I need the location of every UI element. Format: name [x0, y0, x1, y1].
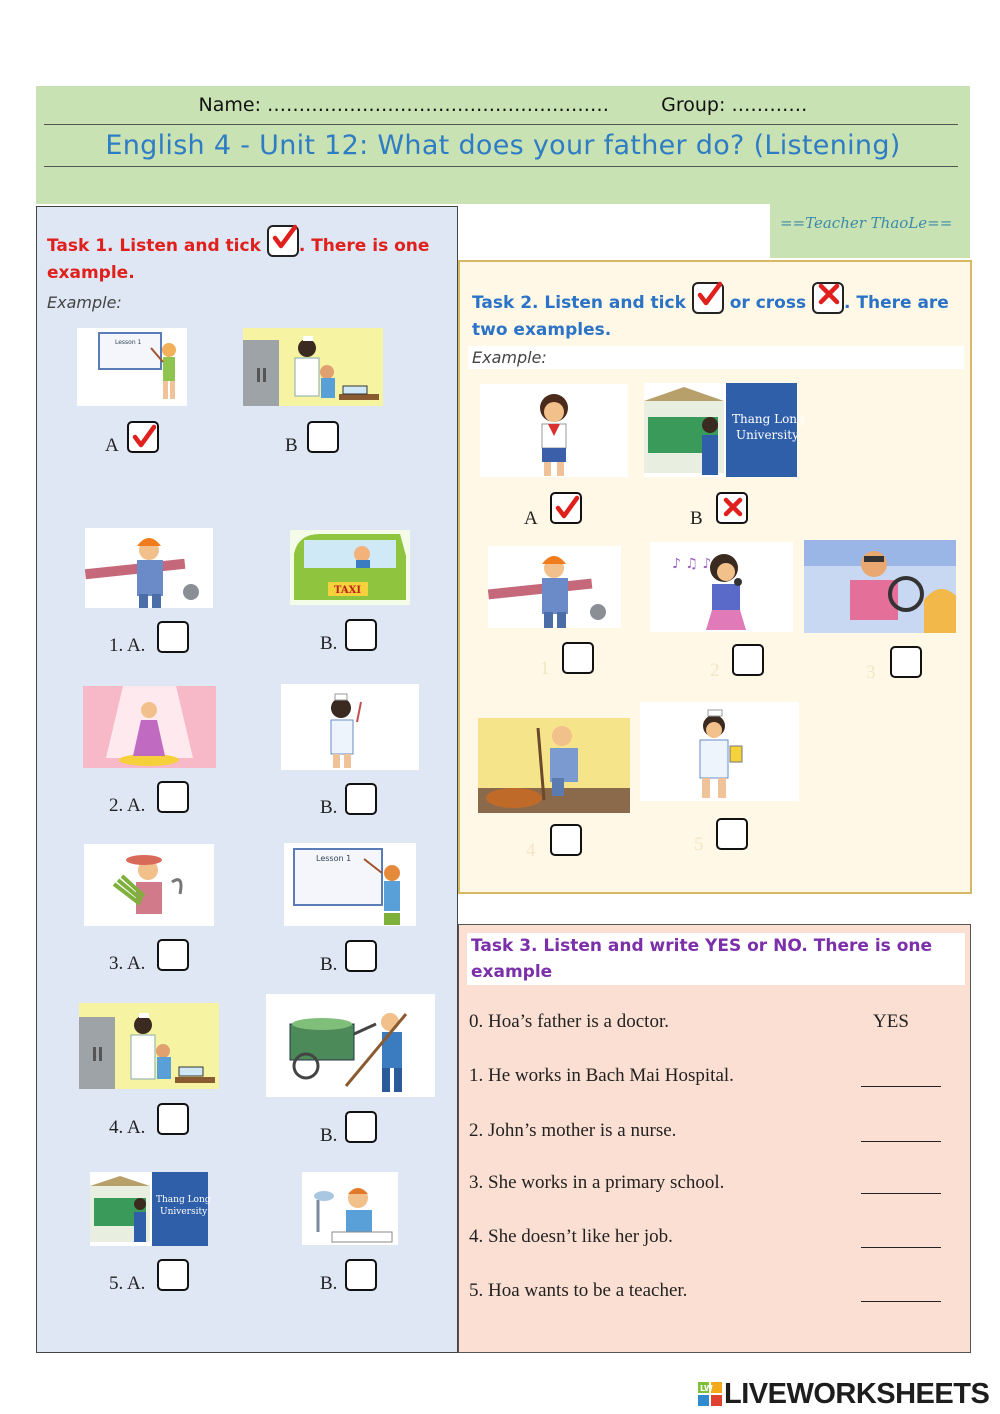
- task2-example-a-checkbox[interactable]: [550, 492, 582, 524]
- singer-microphone-image: [650, 542, 793, 632]
- teacher-credit: ==Teacher ThaoLe==: [780, 214, 953, 232]
- svg-text:♪ ♫ ♪: ♪ ♫ ♪: [672, 556, 712, 572]
- worker-image-2: [488, 546, 621, 628]
- task1-example-a-checkbox[interactable]: [127, 421, 159, 453]
- statement-4: 4. She doesn’t like her job.: [469, 1226, 673, 1247]
- task2-example-label: Example:: [468, 346, 964, 369]
- row4-a-label: 4. A.: [109, 1117, 146, 1138]
- answer-blank-4[interactable]: [861, 1229, 941, 1248]
- student-desk-image: [302, 1172, 398, 1245]
- row2-b-label: B.: [320, 797, 338, 818]
- logo-badge-icon: [698, 1381, 722, 1405]
- row1-a-label: 1. A.: [109, 635, 146, 656]
- row5-b-checkbox[interactable]: [345, 1259, 377, 1291]
- statement-3: 3. She works in a primary school.: [469, 1172, 725, 1193]
- name-group-row: [36, 94, 970, 116]
- taxi-driver-image: [290, 530, 410, 605]
- university-sign-line1: Thang Long: [156, 1195, 211, 1205]
- answer-0: YES: [873, 1011, 909, 1032]
- task2-item4-number: 4: [526, 840, 536, 861]
- worksheet-header: [36, 86, 970, 204]
- task2-item3-number: 3: [866, 662, 876, 683]
- task2-item4-checkbox[interactable]: [550, 824, 582, 856]
- teacher-credit-box: [770, 204, 970, 258]
- row3-a-checkbox[interactable]: [157, 939, 189, 971]
- task2-example-b-checkbox[interactable]: [716, 492, 748, 524]
- task2-example-a-label: A: [524, 508, 538, 529]
- statement-2: 2. John’s mother is a nurse.: [469, 1120, 677, 1141]
- worker-image: [85, 528, 213, 608]
- task1-example-b-label: B: [285, 435, 298, 456]
- nurse-syringe-image: [281, 684, 419, 770]
- logo-badge-text: LW: [700, 1384, 713, 1393]
- task2-example-b-label: B: [690, 508, 703, 529]
- tick-icon: [267, 225, 299, 257]
- liveworksheets-logo: [698, 1378, 989, 1411]
- answer-blank-2[interactable]: [861, 1123, 941, 1142]
- row5-a-label: 5. A.: [109, 1273, 146, 1294]
- row3-b-label: B.: [320, 954, 338, 975]
- tick-icon: [692, 282, 724, 314]
- task2-panel: [458, 260, 972, 894]
- header-divider-bottom: [44, 166, 958, 167]
- task3-title: Task 3. Listen and write YES or NO. There is one example: [467, 933, 965, 985]
- svg-text:Lesson 1: Lesson 1: [115, 339, 142, 346]
- row2-a-checkbox[interactable]: [157, 781, 189, 813]
- university-sign-line2: University: [160, 1207, 208, 1217]
- farmer-image: [84, 844, 214, 926]
- task2-title: Task 2. Listen and tick or cross . There are two examples.: [472, 282, 952, 344]
- teacher-board-image: [284, 843, 416, 926]
- task2-item2-checkbox[interactable]: [732, 644, 764, 676]
- task2-item1-checkbox[interactable]: [562, 642, 594, 674]
- row3-a-label: 3. A.: [109, 953, 146, 974]
- row1-b-checkbox[interactable]: [345, 619, 377, 651]
- singer-image: [83, 686, 216, 768]
- answer-blank-3[interactable]: [861, 1175, 941, 1194]
- row5-a-checkbox[interactable]: [157, 1259, 189, 1291]
- answer-blank-5[interactable]: [861, 1283, 941, 1302]
- task1-example-a-label: A: [105, 435, 119, 456]
- teacher-image: [77, 328, 187, 406]
- board-lesson-text: Lesson 1: [316, 854, 352, 863]
- cross-icon: [812, 282, 844, 314]
- row4-b-checkbox[interactable]: [345, 1111, 377, 1143]
- answer-blank-1[interactable]: [861, 1068, 941, 1087]
- task3-panel: [458, 924, 971, 1353]
- university-sign-line1: Thang Long: [732, 412, 805, 426]
- logo-text: LIVEWORKSHEETS: [724, 1378, 990, 1410]
- schoolgirl-image: [480, 384, 628, 477]
- nurse-clipboard-image: [640, 702, 799, 801]
- task2-item2-number: 2: [710, 660, 720, 681]
- group-label: Group: …………: [661, 94, 808, 116]
- task2-item1-number: 1: [540, 658, 550, 679]
- row3-b-checkbox[interactable]: [345, 940, 377, 972]
- row4-a-checkbox[interactable]: [157, 1103, 189, 1135]
- row4-b-label: B.: [320, 1125, 338, 1146]
- name-label: Name: ………………………………………………: [198, 94, 610, 116]
- task1-example-label: Example:: [47, 293, 122, 312]
- university-student-image-2: [644, 383, 805, 477]
- nurse-with-child-image: [243, 328, 383, 406]
- row5-b-label: B.: [320, 1273, 338, 1294]
- street-cleaner-image: [266, 994, 435, 1097]
- row2-b-checkbox[interactable]: [345, 783, 377, 815]
- task1-panel: [36, 206, 458, 1353]
- statement-5: 5. Hoa wants to be a teacher.: [469, 1280, 688, 1301]
- taxi-sign: TAXI: [334, 585, 362, 596]
- task1-example-b-checkbox[interactable]: [307, 421, 339, 453]
- task2-item5-number: 5: [694, 834, 704, 855]
- university-sign-line2: University: [736, 428, 799, 442]
- nurse-with-child-image-2: [79, 1003, 219, 1089]
- header-divider-top: [44, 124, 958, 125]
- university-student-image: [90, 1172, 211, 1246]
- row2-a-label: 2. A.: [109, 795, 146, 816]
- task2-item3-checkbox[interactable]: [890, 646, 922, 678]
- farmer-digging-image: [478, 718, 630, 813]
- statement-1: 1. He works in Bach Mai Hospital.: [469, 1065, 734, 1086]
- statement-0: 0. Hoa’s father is a doctor.: [469, 1011, 669, 1032]
- task1-title: Task 1. Listen and tick . There is one example.: [47, 225, 447, 287]
- driver-image: [804, 540, 956, 633]
- row1-a-checkbox[interactable]: [157, 621, 189, 653]
- task2-item5-checkbox[interactable]: [716, 818, 748, 850]
- row1-b-label: B.: [320, 633, 338, 654]
- worksheet-title: English 4 - Unit 12: What does your father do? (Listening): [105, 130, 901, 161]
